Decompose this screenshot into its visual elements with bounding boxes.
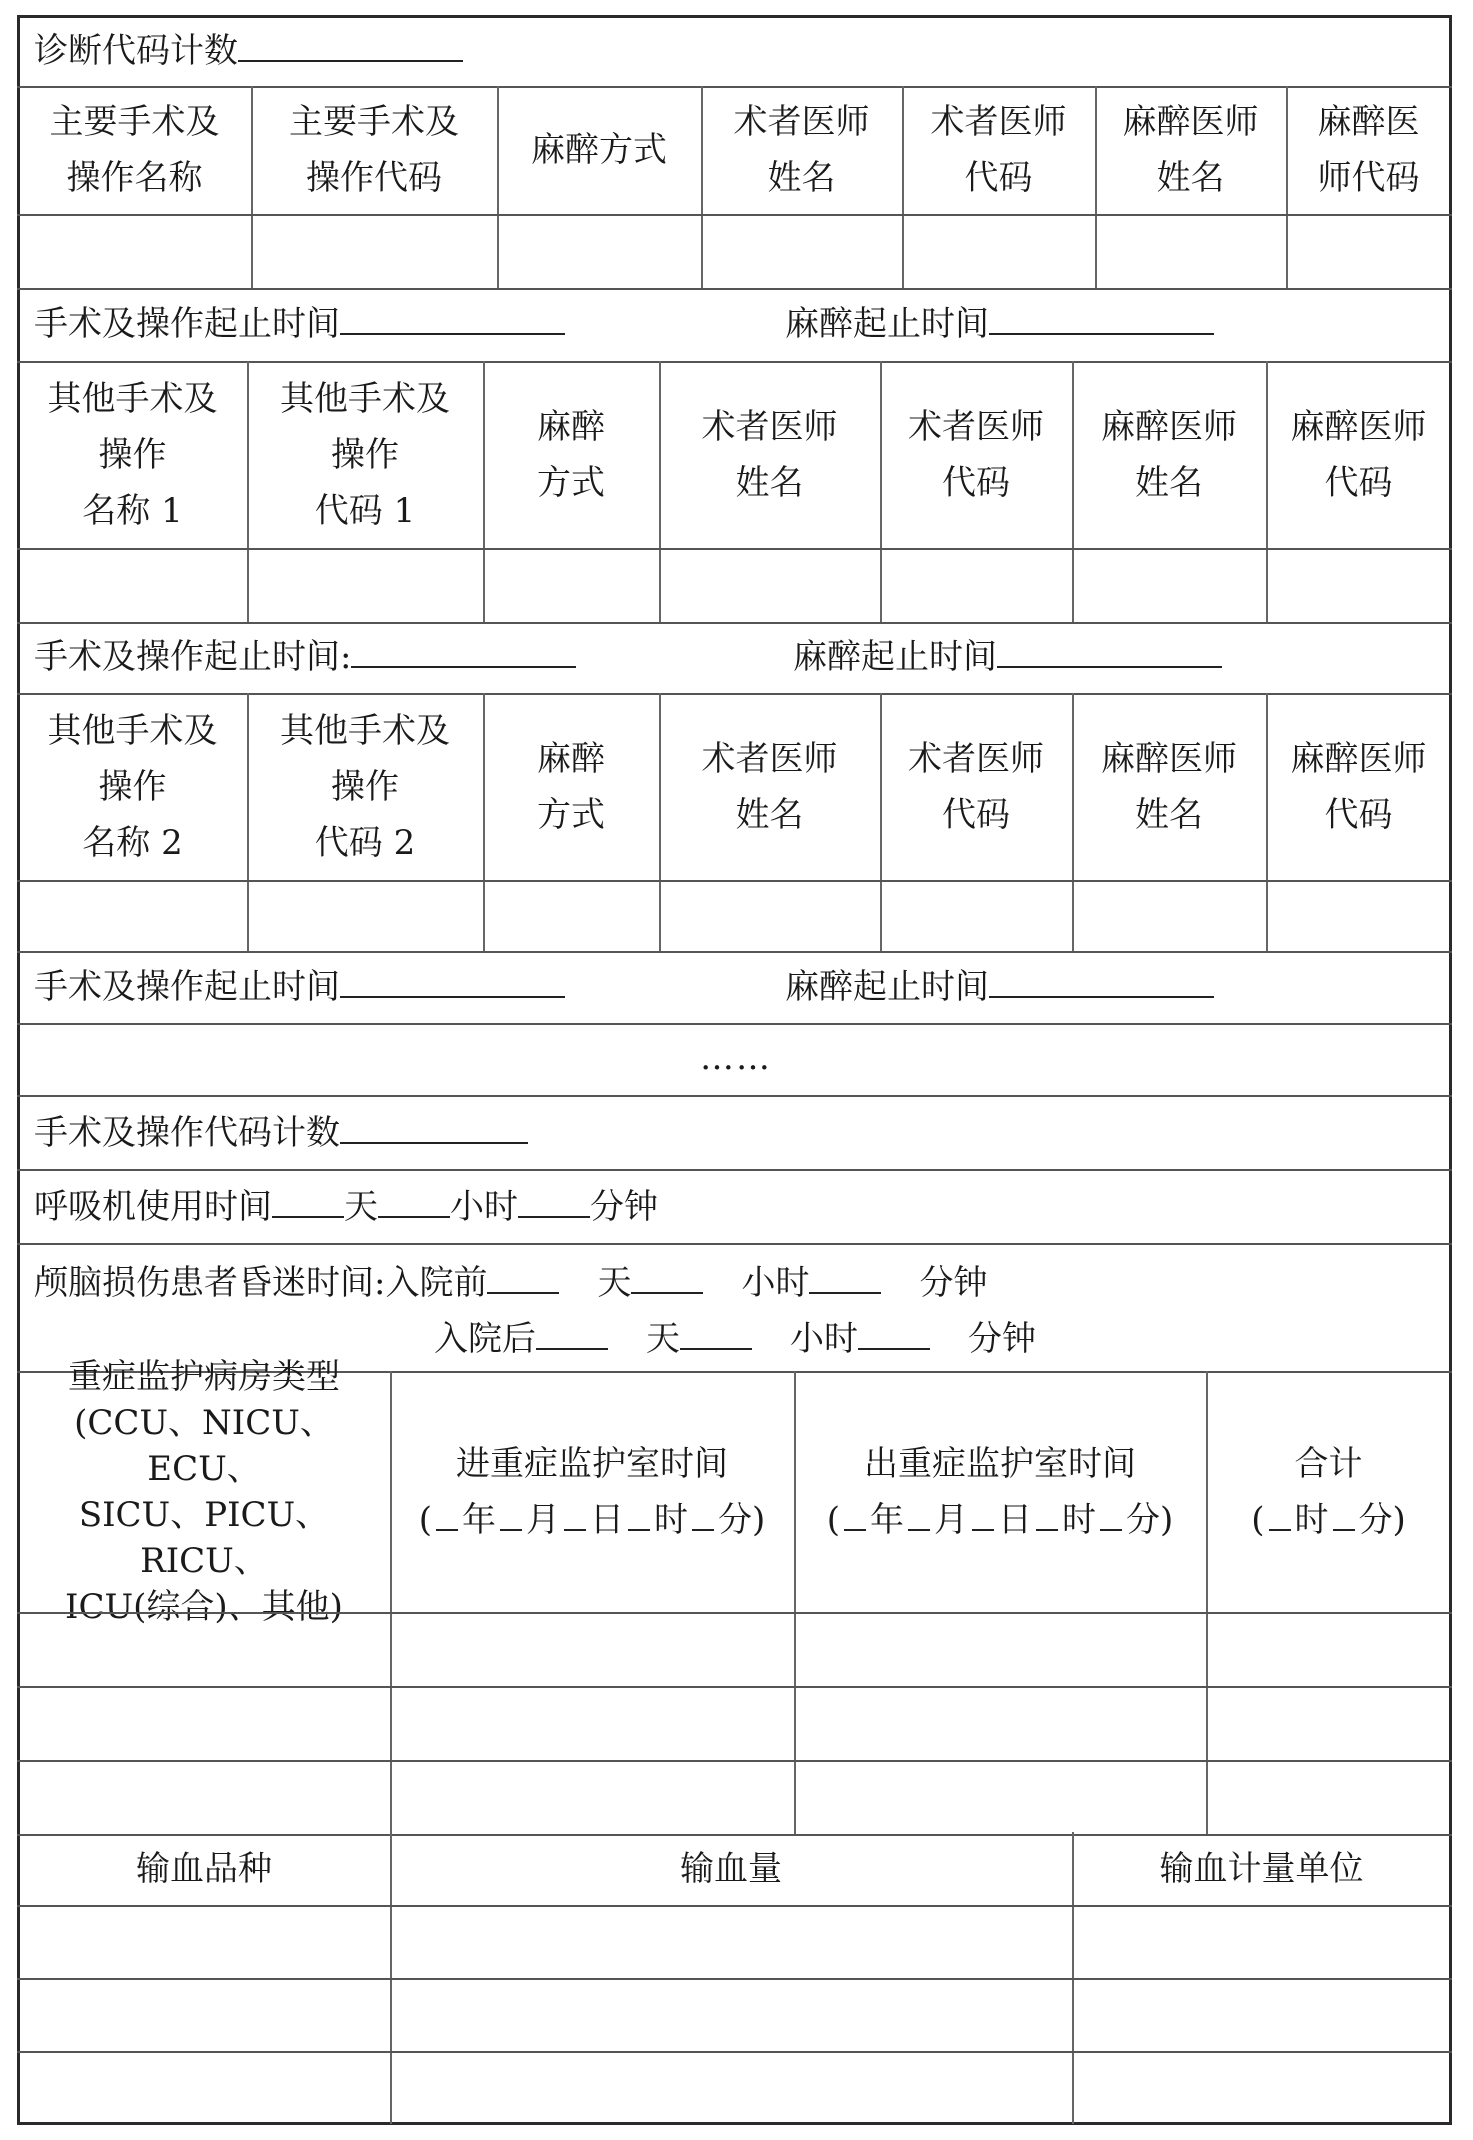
unit-label: 分 [718, 1499, 752, 1540]
diagnosis-count-label: 诊断代码计数 [34, 31, 238, 71]
transfusion-input-cell[interactable] [1072, 2051, 1451, 2124]
anesthesia-time-row-3 [785, 966, 1214, 1007]
anesthesia-time-row-2 [793, 636, 1222, 677]
divider [17, 288, 1452, 290]
diagnosis-count-row [34, 30, 463, 71]
main-surgery-header: 主要手术及 操作名称 [49, 102, 220, 198]
icu-total-header [1206, 1371, 1451, 1612]
main-surgery-input-cell[interactable] [497, 214, 701, 288]
anesthesia-time-field[interactable] [997, 636, 1222, 668]
icu-in-time-header [390, 1371, 794, 1612]
surgery-code-count-row [34, 1112, 528, 1153]
surgery-time-field[interactable] [340, 966, 565, 998]
main-surgery-header: 术者医师 姓名 [733, 102, 870, 198]
other-surgery-2-input-cell[interactable] [659, 880, 880, 951]
icu-input-cell[interactable] [390, 1760, 794, 1834]
unit-label: 分 [1358, 1499, 1393, 1540]
coma-row-after [434, 1318, 1036, 1359]
other-surgery-2-input-cell[interactable] [483, 880, 659, 951]
surgery-code-count-field[interactable] [340, 1112, 528, 1144]
transfusion-header: 输血计量单位 [1159, 1848, 1364, 1889]
divider [17, 951, 1452, 953]
coma-row-before [34, 1262, 987, 1303]
unit-label: 月 [934, 1499, 968, 1540]
minute-unit: 分钟 [968, 1319, 1036, 1359]
icu-out-time-header-title: 出重症监护室时间 [864, 1443, 1136, 1484]
transfusion-header: 输血品种 [136, 1848, 272, 1889]
icu-out-time-header [794, 1371, 1206, 1612]
icu-total-header-units: ( 时 分) [1251, 1499, 1406, 1540]
icu-input-cell[interactable] [18, 1760, 390, 1834]
icu-total-header-title: 合计 [1294, 1443, 1363, 1484]
icu-input-cell[interactable] [794, 1686, 1206, 1760]
before-admission-label: 入院前 [385, 1263, 488, 1303]
anesthesia-time-label: 麻醉起止时间 [785, 967, 989, 1007]
unit-blank[interactable] [1036, 1503, 1058, 1531]
icu-input-cell[interactable] [1206, 1760, 1451, 1834]
icu-in-time-header-units: ( 年 月 日 时 分) [418, 1499, 766, 1540]
other-surgery-2-input-cell[interactable] [880, 880, 1072, 951]
other-surgery-2-input-cell[interactable] [1072, 880, 1266, 951]
anesthesia-time-label: 麻醉起止时间 [785, 304, 989, 344]
transfusion-input-cell[interactable] [390, 1905, 1072, 1978]
surgery-time-label: 手术及操作起止时间 [34, 304, 340, 344]
ventilator-days-field[interactable] [272, 1186, 344, 1218]
anesthesia-time-field[interactable] [989, 303, 1214, 335]
other-surgery-1-input-cell[interactable] [659, 548, 880, 622]
other-surgery-1-input-cell[interactable] [880, 548, 1072, 622]
unit-label: 年 [462, 1499, 496, 1540]
divider [17, 880, 1452, 882]
main-surgery-input-cell[interactable] [701, 214, 902, 288]
transfusion-input-cell[interactable] [390, 2051, 1072, 2124]
diagnosis-count-field[interactable] [238, 30, 463, 62]
divider [17, 1169, 1452, 1171]
icu-in-time-header-title: 进重症监护室时间 [456, 1443, 728, 1484]
surgery-time-field[interactable] [351, 636, 576, 668]
unit-blank[interactable] [564, 1503, 586, 1531]
surgery-time-label: 手术及操作起止时间: [34, 637, 352, 677]
other-surgery-1-header: 术者医师 姓名 [701, 406, 838, 503]
other-surgery-2-input-cell[interactable] [247, 880, 483, 951]
divider [17, 622, 1452, 624]
other-surgery-1-header: 其他手术及 操作 名称 1 [47, 378, 218, 531]
unit-blank[interactable] [1269, 1503, 1291, 1531]
main-surgery-input-cell[interactable] [1286, 214, 1451, 288]
icu-input-cell[interactable] [1206, 1612, 1451, 1686]
time-row-3 [34, 966, 565, 1007]
ventilator-hours-field[interactable] [378, 1186, 450, 1218]
unit-label: 月 [526, 1499, 560, 1540]
minute-unit: 分钟 [919, 1263, 988, 1303]
transfusion-input-cell[interactable] [1072, 1978, 1451, 2051]
other-surgery-1-input-cell[interactable] [1072, 548, 1266, 622]
unit-blank[interactable] [692, 1503, 714, 1531]
coma-after-days-field[interactable] [536, 1318, 608, 1350]
unit-blank[interactable] [908, 1503, 930, 1531]
divider [17, 1095, 1452, 1097]
other-surgery-2-input-cell[interactable] [1266, 880, 1451, 951]
other-surgery-1-input-cell[interactable] [1266, 548, 1451, 622]
other-surgery-2-input-cell[interactable] [18, 880, 247, 951]
main-surgery-input-cell[interactable] [251, 214, 497, 288]
transfusion-input-cell[interactable] [390, 1978, 1072, 2051]
day-unit: 天 [597, 1263, 632, 1303]
main-surgery-header: 麻醉方式 [531, 130, 667, 170]
unit-label: 时 [1294, 1499, 1329, 1540]
other-surgery-2-header: 术者医师 代码 [908, 738, 1044, 835]
other-surgery-2-header: 术者医师 姓名 [701, 738, 838, 835]
transfusion-input-cell[interactable] [18, 2051, 390, 2124]
anesthesia-time-field[interactable] [989, 966, 1214, 998]
unit-blank[interactable] [1333, 1503, 1355, 1531]
divider [17, 1023, 1452, 1025]
minute-unit: 分钟 [590, 1187, 658, 1227]
icu-input-cell[interactable] [18, 1612, 390, 1686]
ventilator-label: 呼吸机使用时间 [34, 1187, 272, 1227]
coma-label: 颅脑损伤患者昏迷时间: [34, 1263, 386, 1303]
coma-before-days-field[interactable] [487, 1262, 559, 1294]
unit-blank[interactable] [500, 1503, 522, 1531]
other-surgery-2-header: 麻醉 方式 [537, 738, 605, 835]
unit-label: 日 [998, 1499, 1032, 1540]
icu-out-time-header-units: ( 年 月 日 时 分) [826, 1499, 1174, 1540]
other-surgery-1-input-cell[interactable] [247, 548, 483, 622]
hour-unit: 小时 [741, 1263, 810, 1303]
time-row-1 [34, 303, 565, 344]
unit-blank[interactable] [628, 1503, 650, 1531]
unit-label: 时 [654, 1499, 688, 1540]
ventilator-minutes-field[interactable] [518, 1186, 590, 1218]
unit-blank[interactable] [1100, 1503, 1122, 1531]
day-unit: 天 [344, 1187, 378, 1227]
other-surgery-1-header: 麻醉 方式 [537, 406, 605, 503]
main-surgery-input-cell[interactable] [18, 214, 251, 288]
after-admission-label: 入院后 [434, 1319, 536, 1359]
transfusion-header: 输血量 [680, 1848, 782, 1889]
transfusion-input-cell[interactable] [1072, 1905, 1451, 1978]
divider [17, 214, 1452, 216]
unit-label: 分 [1126, 1499, 1160, 1540]
icu-input-cell[interactable] [390, 1612, 794, 1686]
unit-blank[interactable] [844, 1503, 866, 1531]
ellipsis: …… [700, 1038, 772, 1078]
icu-type-header: 重症监护病房类型 (CCU、NICU、ECU、 SICU、PICU、RICU、 ICU(综合)、其他) [65, 1356, 343, 1627]
other-surgery-1-header: 麻醉医师 代码 [1290, 406, 1427, 503]
surgery-code-count-label: 手术及操作代码计数 [34, 1113, 340, 1153]
other-surgery-1-input-cell[interactable] [483, 548, 659, 622]
main-surgery-header: 麻醉医 师代码 [1317, 102, 1420, 198]
hour-unit: 小时 [790, 1319, 858, 1359]
icu-input-cell[interactable] [390, 1686, 794, 1760]
anesthesia-time-label: 麻醉起止时间 [793, 637, 997, 677]
surgery-time-label: 手术及操作起止时间 [34, 967, 340, 1007]
unit-label: 时 [1062, 1499, 1096, 1540]
icu-input-cell[interactable] [18, 1686, 390, 1760]
other-surgery-1-header: 术者医师 代码 [908, 406, 1044, 503]
other-surgery-1-header: 麻醉医师 姓名 [1101, 406, 1237, 503]
divider [17, 548, 1452, 550]
other-surgery-2-header: 其他手术及 操作 名称 2 [47, 710, 218, 863]
coma-before-hours-field[interactable] [631, 1262, 703, 1294]
ventilator-row [34, 1186, 658, 1227]
coma-before-minutes-field[interactable] [809, 1262, 881, 1294]
time-row-2 [34, 636, 576, 677]
unit-blank[interactable] [436, 1503, 458, 1531]
main-surgery-header: 术者医师 代码 [930, 102, 1067, 198]
hour-unit: 小时 [450, 1187, 518, 1227]
main-surgery-input-cell[interactable] [1095, 214, 1286, 288]
other-surgery-1-header: 其他手术及 操作 代码 1 [280, 378, 450, 531]
unit-label: 年 [870, 1499, 904, 1540]
day-unit: 天 [646, 1319, 680, 1359]
unit-blank[interactable] [972, 1503, 994, 1531]
other-surgery-1-input-cell[interactable] [18, 548, 247, 622]
other-surgery-2-header: 其他手术及 操作 代码 2 [280, 710, 450, 863]
surgery-time-field[interactable] [340, 303, 565, 335]
divider [17, 1243, 1452, 1245]
other-surgery-2-header: 麻醉医师 姓名 [1101, 738, 1237, 835]
anesthesia-time-row-1 [785, 303, 1214, 344]
icu-input-cell[interactable] [794, 1612, 1206, 1686]
other-surgery-2-header: 麻醉医师 代码 [1290, 738, 1427, 835]
main-surgery-input-cell[interactable] [902, 214, 1095, 288]
coma-after-minutes-field[interactable] [858, 1318, 930, 1350]
icu-input-cell[interactable] [1206, 1686, 1451, 1760]
transfusion-input-cell[interactable] [18, 1978, 390, 2051]
transfusion-input-cell[interactable] [18, 1905, 390, 1978]
coma-after-hours-field[interactable] [680, 1318, 752, 1350]
icu-input-cell[interactable] [794, 1760, 1206, 1834]
main-surgery-header: 麻醉医师 姓名 [1122, 102, 1259, 198]
main-surgery-header: 主要手术及 操作代码 [289, 102, 459, 198]
unit-label: 日 [590, 1499, 624, 1540]
